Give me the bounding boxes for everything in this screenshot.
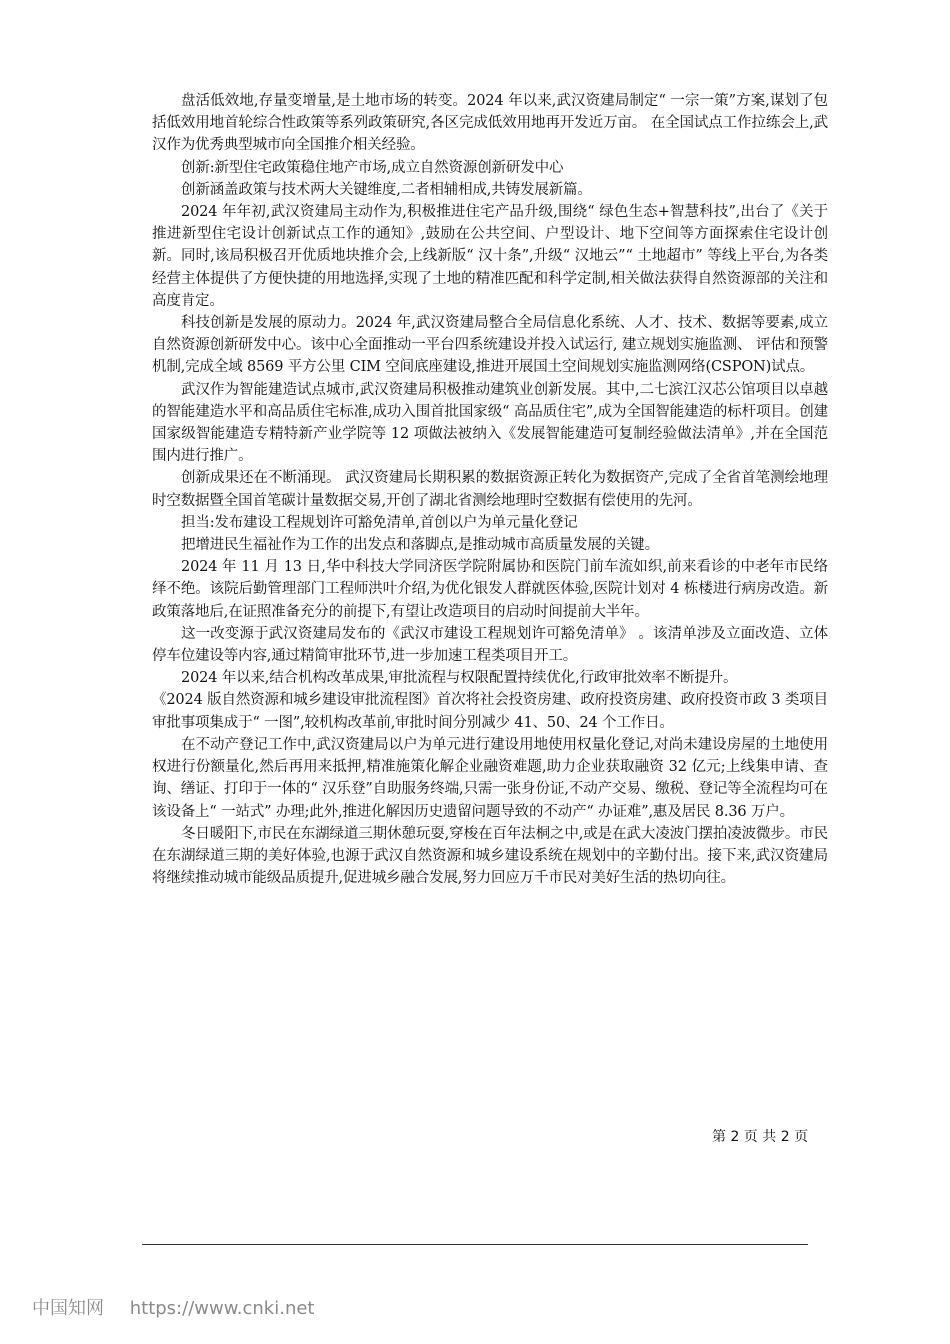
paragraph-tech-innovation: 科技创新是发展的原动力。2024 年,武汉资建局整合全局信息化系统、人才、技术、数据等要素,成立自然资源创新研发中心。该中心全面推动一平台四系统建设并投入试运行, 建立规划实施监测、 评估和预警机制,完成全域 8569 平方公里 CIM 空间底座建设,推进开展国土空间规划实施监测网络(CSPON)试点。	[152, 315, 828, 376]
paragraph-east-lake-greenway: 冬日暖阳下,市民在东湖绿道三期休憩玩耍,穿梭在百年法桐之中,或是在武大凌波门摆拍凌波微步。市民在东湖绿道三期的美好体验,也源于武汉自然资源和城乡建设系统在规划中的辛勤付出。接下来,武汉资建局将继续推动城市能级品质提升,促进城乡融合发展,努力回应万千市民对美好生活的热切向往。	[152, 825, 828, 887]
paragraph-innovation-intro: 创新涵盖政策与技术两大关键维度,二者相辅相成,共铸发展新篇。	[181, 181, 592, 198]
paragraph-livelihood: 把增进民生福祉作为工作的出发点和落脚点,是推动城市高质量发展的关键。	[181, 537, 660, 554]
paragraph-data-assets: 创新成果还在不断涌现。 武汉资建局长期积累的数据资源正转化为数据资产,完成了全省首笔测绘地理时空数据暨全国首笔碳计量数据交易,开创了湖北省测绘地理时空数据有偿使用的先河。	[152, 470, 828, 509]
paragraph-approval-flowchart: 《2024 版自然资源和城乡建设审批流程图》首次将社会投资房建、政府投资房建、政府投资市政 3 类项目审批事项集成于“ 一图”,较机构改革前,审批时间分别减少 41、50、24 个工作日。	[152, 692, 828, 731]
paragraph-property-registration: 在不动产登记工作中,武汉资建局以户为单元进行建设用地使用权量化登记,对尚未建设房屋的土地使用权进行份额量化,然后再用来抵押,精准施策化解企业融资难题,助力企业获取融资 32 亿元;上线集申请、查询、缮证、打印于一体的“ 汉乐登”自助服务终端,只需一张身份证,不动产交易、缴税、登记等全流程均可在该设备上“ 一站式” 办理;此外,推进化解因历史遗留问题导致的不动产“ 办证难”,惠及居民 8.36 万户。	[152, 736, 828, 820]
watermark-brand: 中国知网	[32, 1298, 104, 1319]
article-body	[152, 90, 828, 889]
paragraph-hospital: 2024 年 11 月 13 日,华中科技大学同济医学院附属协和医院门前车流如织,前来看诊的中老年市民络绎不绝。该院后勤管理部门工程师洪叶介绍,为优化银发人群就医体验,医院计划对 4 栋楼进行病房改造。新政策落地后,在证照准备充分的前提下,有望让改造项目的启动时间提前大半年。	[152, 559, 828, 620]
page-number: 第 2 页 共 2 页	[712, 1129, 809, 1145]
paragraph-low-efficiency-land: 盘活低效地,存量变增量,是土地市场的转变。2024 年以来,武汉资建局制定“ 一宗一策”方案,谋划了包括低效用地首轮综合性政策等系列政策研究,各区完成低效用地再开发近万亩。 在全国试点工作拉练会上,武汉作为优秀典型城市向全国推介相关经验。	[152, 93, 828, 154]
section-heading-innovation: 创新:新型住宅政策稳住地产市场,成立自然资源创新研发中心	[181, 159, 564, 176]
cnki-watermark	[32, 1294, 314, 1320]
watermark-url: https://www.cnki.net	[129, 1298, 315, 1319]
section-heading-responsibility: 担当:发布建设工程规划许可豁免清单,首创以户为单元量化登记	[181, 514, 578, 531]
paragraph-smart-construction: 武汉作为智能建造试点城市,武汉资建局积极推动建筑业创新发展。其中,二七滨江汉芯公馆项目以卓越的智能建造水平和高品质住宅标准,成功入围首批国家级“ 高品质住宅”,成为全国智能建造的标杆项目。创建国家级智能建造专精特新产业学院等 12 项做法被纳入《发展智能建造可复制经验做法清单》,并在全国范围内进行推广。	[152, 381, 828, 465]
paragraph-approval-efficiency: 2024 年以来,结合机构改革成果,审批流程与权限配置持续优化,行政审批效率不断提升。	[181, 670, 738, 687]
paragraph-exemption-list: 这一改变源于武汉资建局发布的《武汉市建设工程规划许可豁免清单》 。该清单涉及立面改造、立体停车位建设等内容,通过精简审批环节,进一步加速工程类项目开工。	[152, 625, 828, 665]
paragraph-new-housing: 2024 年年初,武汉资建局主动作为,积极推进住宅产品升级,围绕“ 绿色生态+智慧科技”,出台了《关于推进新型住宅设计创新试点工作的通知》,鼓励在公共空间、户型设计、地下空间等方面探索住宅设计创新。同时,该局积极召开优质地块推介会,上线新版“ 汉十条”,升级“ 汉地云”“ 土地超市” 等线上平台,为各类经营主体提供了方便快捷的用地选择,实现了土地的精准匹配和科学定制,相关做法获得自然资源部的关注和高度肯定。	[152, 204, 828, 309]
footer-divider	[142, 1244, 808, 1245]
